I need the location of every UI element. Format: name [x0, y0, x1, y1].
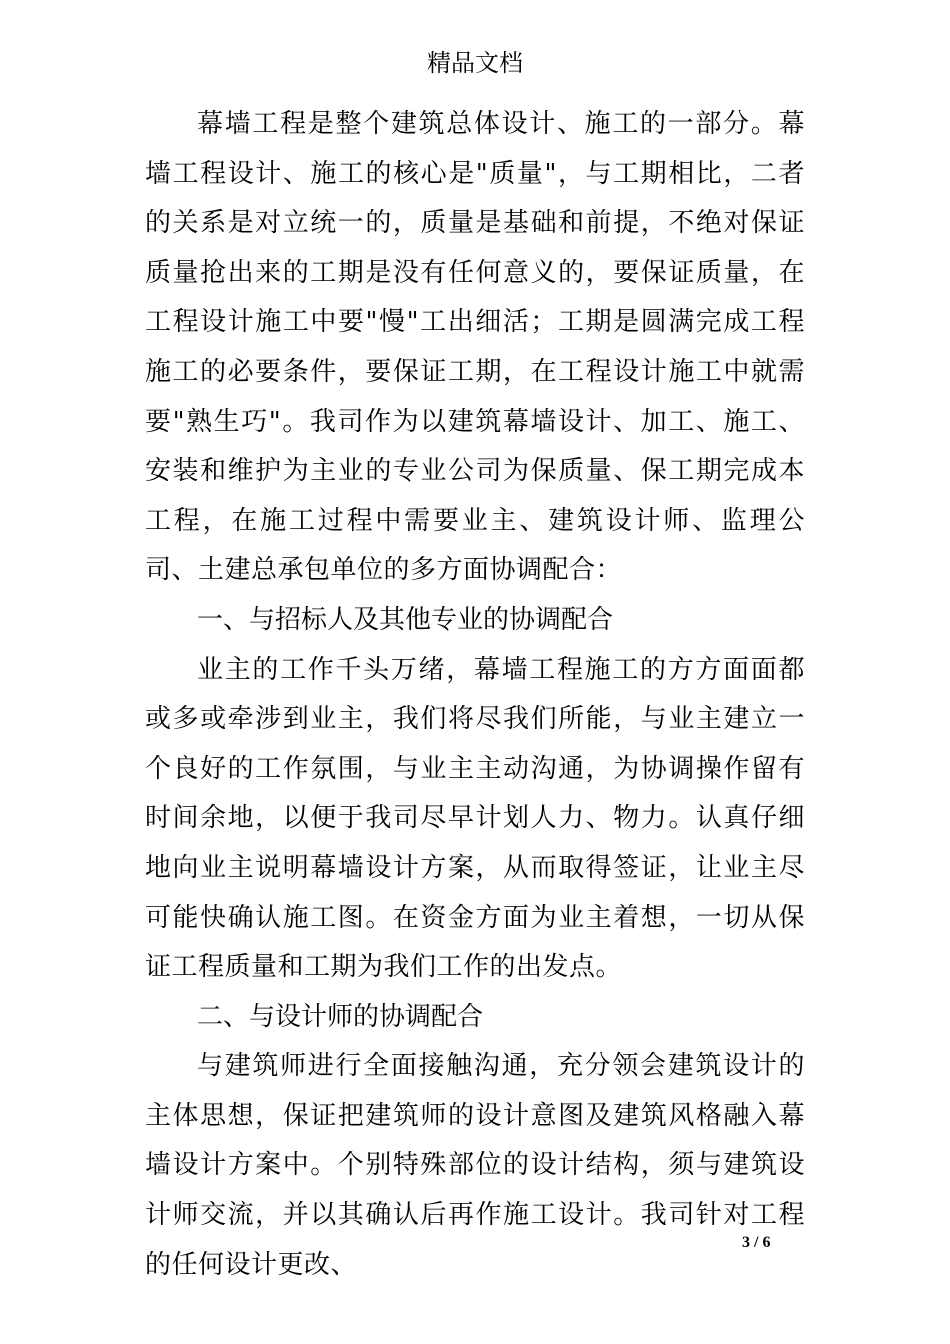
paragraph-architect-coordination: 与建筑师进行全面接触沟通，充分领会建筑设计的主体思想，保证把建筑师的设计意图及建筑风格融入幕墙设计方案中。个别特殊部位的设计结构，须与建筑设计师交流，并以其确认后再作施工设计。我司针对工程的任何设计更改、 [145, 1051, 805, 1280]
section-heading-bidder-coordination: 一、与招标人及其他专业的协调配合 [197, 604, 614, 635]
paragraph-intro: 幕墙工程是整个建筑总体设计、施工的一部分。幕墙工程设计、施工的核心是"质量"，与工期相比，二者的关系是对立统一的，质量是基础和前提，不绝对保证质量抢出来的工期是没有任何意义的，要保证质量，在工程设计施工中要"慢"工出细活；工期是圆满完成工程施工的必要条件，要保证工期，在工程设计施工中就需要"熟生巧"。我司作为以建筑幕墙设计、加工、施工、安装和维护为主业的专业公司为保质量、保工期完成本工程，在施工过程中需要业主、建筑设计师、监理公司、土建总承包单位的多方面协调配合： [145, 109, 805, 586]
paragraph-owner-coordination: 业主的工作千头万绪，幕墙工程施工的方方面面都或多或牵涉到业主，我们将尽我们所能，与业主建立一个良好的工作氛围，与业主主动沟通，为协调操作留有时间余地，以便于我司尽早计划人力、物力。认真仔细地向业主说明幕墙设计方案，从而取得签证，让业主尽可能快确认施工图。在资金方面为业主着想，一切从保证工程质量和工期为我们工作的出发点。 [145, 654, 805, 983]
document-body [145, 100, 805, 1290]
page-header-title: 精品文档 [427, 49, 523, 77]
section-heading-designer-coordination: 二、与设计师的协调配合 [197, 1001, 484, 1032]
page-number: 3 / 6 [742, 1234, 771, 1251]
